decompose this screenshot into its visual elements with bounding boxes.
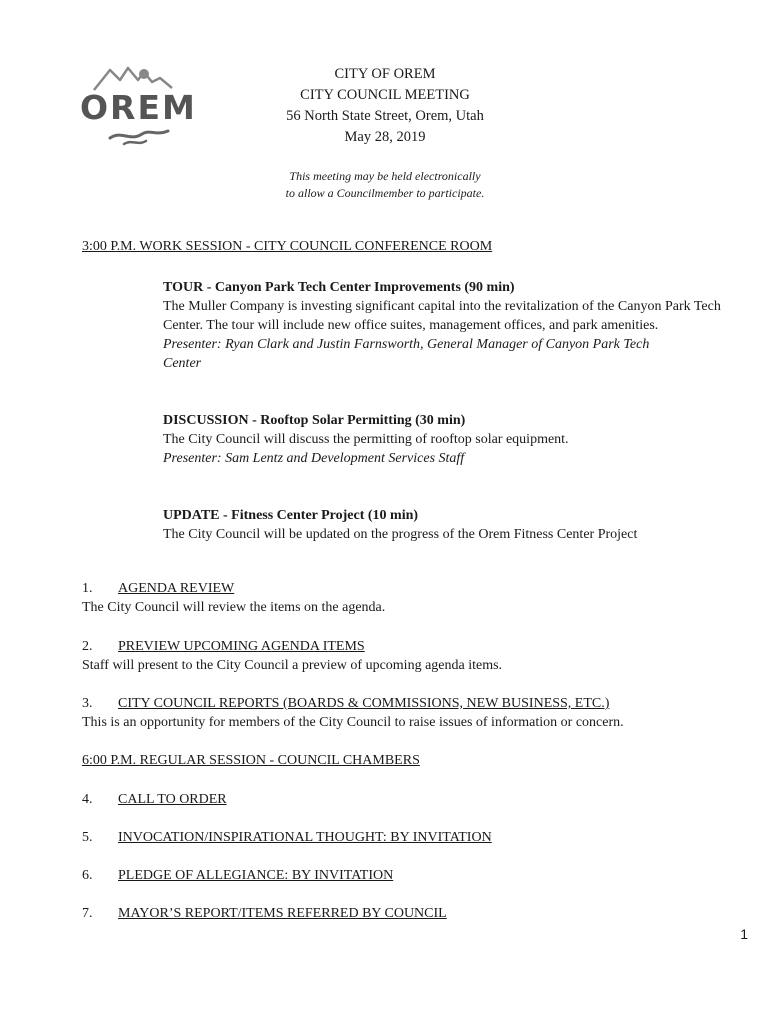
work-item-desc: The City Council will discuss the permitting of rooftop solar equipment. xyxy=(163,432,569,447)
agenda-item-number: 7. xyxy=(82,906,93,921)
meeting-address: 56 North State Street, Orem, Utah xyxy=(286,108,484,124)
agenda-item-number: 4. xyxy=(82,792,93,807)
work-item-title: TOUR - Canyon Park Tech Center Improvements (90 min) xyxy=(163,280,515,295)
work-item-title: DISCUSSION - Rooftop Solar Permitting (30 min) xyxy=(163,413,466,428)
agenda-item-desc: Staff will present to the City Council a preview of upcoming agenda items. xyxy=(82,658,503,673)
meeting-title: CITY COUNCIL MEETING xyxy=(300,87,470,103)
logo-wordmark: OREM xyxy=(80,88,197,127)
agenda-item-title: PREVIEW UPCOMING AGENDA ITEMS xyxy=(118,639,365,654)
work-item-presenter: Presenter: Ryan Clark and Justin Farnsworth, General Manager of Canyon Park Tech xyxy=(163,337,650,352)
notice-line-1: This meeting may be held electronically xyxy=(289,169,481,183)
agenda-item-title: MAYOR’S REPORT/ITEMS REFERRED BY COUNCIL xyxy=(118,906,447,921)
notice-line-2: to allow a Councilmember to participate. xyxy=(285,186,485,200)
work-item-tour xyxy=(163,278,723,373)
page-number: 1 xyxy=(740,926,748,942)
agenda-item-title: PLEDGE OF ALLEGIANCE: BY INVITATION xyxy=(118,868,394,883)
work-item-desc: Center. The tour will include new office suites, management offices, and park amenities. xyxy=(163,318,659,333)
electronic-notice xyxy=(250,168,520,202)
agenda-item-number: 3. xyxy=(82,696,93,711)
agenda-item-title: CALL TO ORDER xyxy=(118,792,227,807)
work-item-presenter: Presenter: Sam Lentz and Development Services Staff xyxy=(163,451,465,466)
agenda-item-number: 1. xyxy=(82,581,93,596)
work-item-title: UPDATE - Fitness Center Project (10 min) xyxy=(163,508,419,523)
agenda-item-number: 6. xyxy=(82,868,93,883)
agenda-item-number: 5. xyxy=(82,830,93,845)
work-item-desc: The Muller Company is investing significant capital into the revitalization of the Canyon Park Tech xyxy=(163,299,721,314)
agenda-item-title: INVOCATION/INSPIRATIONAL THOUGHT: BY INVITATION xyxy=(118,830,492,845)
work-item-presenter: Center xyxy=(163,356,202,371)
agenda-item-title: AGENDA REVIEW xyxy=(118,581,235,596)
regular-session-heading: 6:00 P.M. REGULAR SESSION - COUNCIL CHAMBERS xyxy=(82,753,420,768)
work-item-discussion xyxy=(163,411,723,468)
agenda-item-number: 2. xyxy=(82,639,93,654)
work-item-desc: The City Council will be updated on the progress of the Orem Fitness Center Project xyxy=(163,527,638,542)
work-item-update xyxy=(163,506,723,544)
orem-logo xyxy=(80,60,197,152)
work-session-heading: 3:00 P.M. WORK SESSION - CITY COUNCIL CONFERENCE ROOM xyxy=(82,239,493,254)
agenda-item-desc: This is an opportunity for members of the City Council to raise issues of information or concern. xyxy=(82,715,624,730)
meeting-header xyxy=(260,64,510,148)
org-name: CITY OF OREM xyxy=(334,66,436,82)
agenda-item-title: CITY COUNCIL REPORTS (BOARDS & COMMISSIONS, NEW BUSINESS, ETC.) xyxy=(118,696,610,711)
meeting-date: May 28, 2019 xyxy=(344,129,426,145)
agenda-item-desc: The City Council will review the items on the agenda. xyxy=(82,600,386,615)
